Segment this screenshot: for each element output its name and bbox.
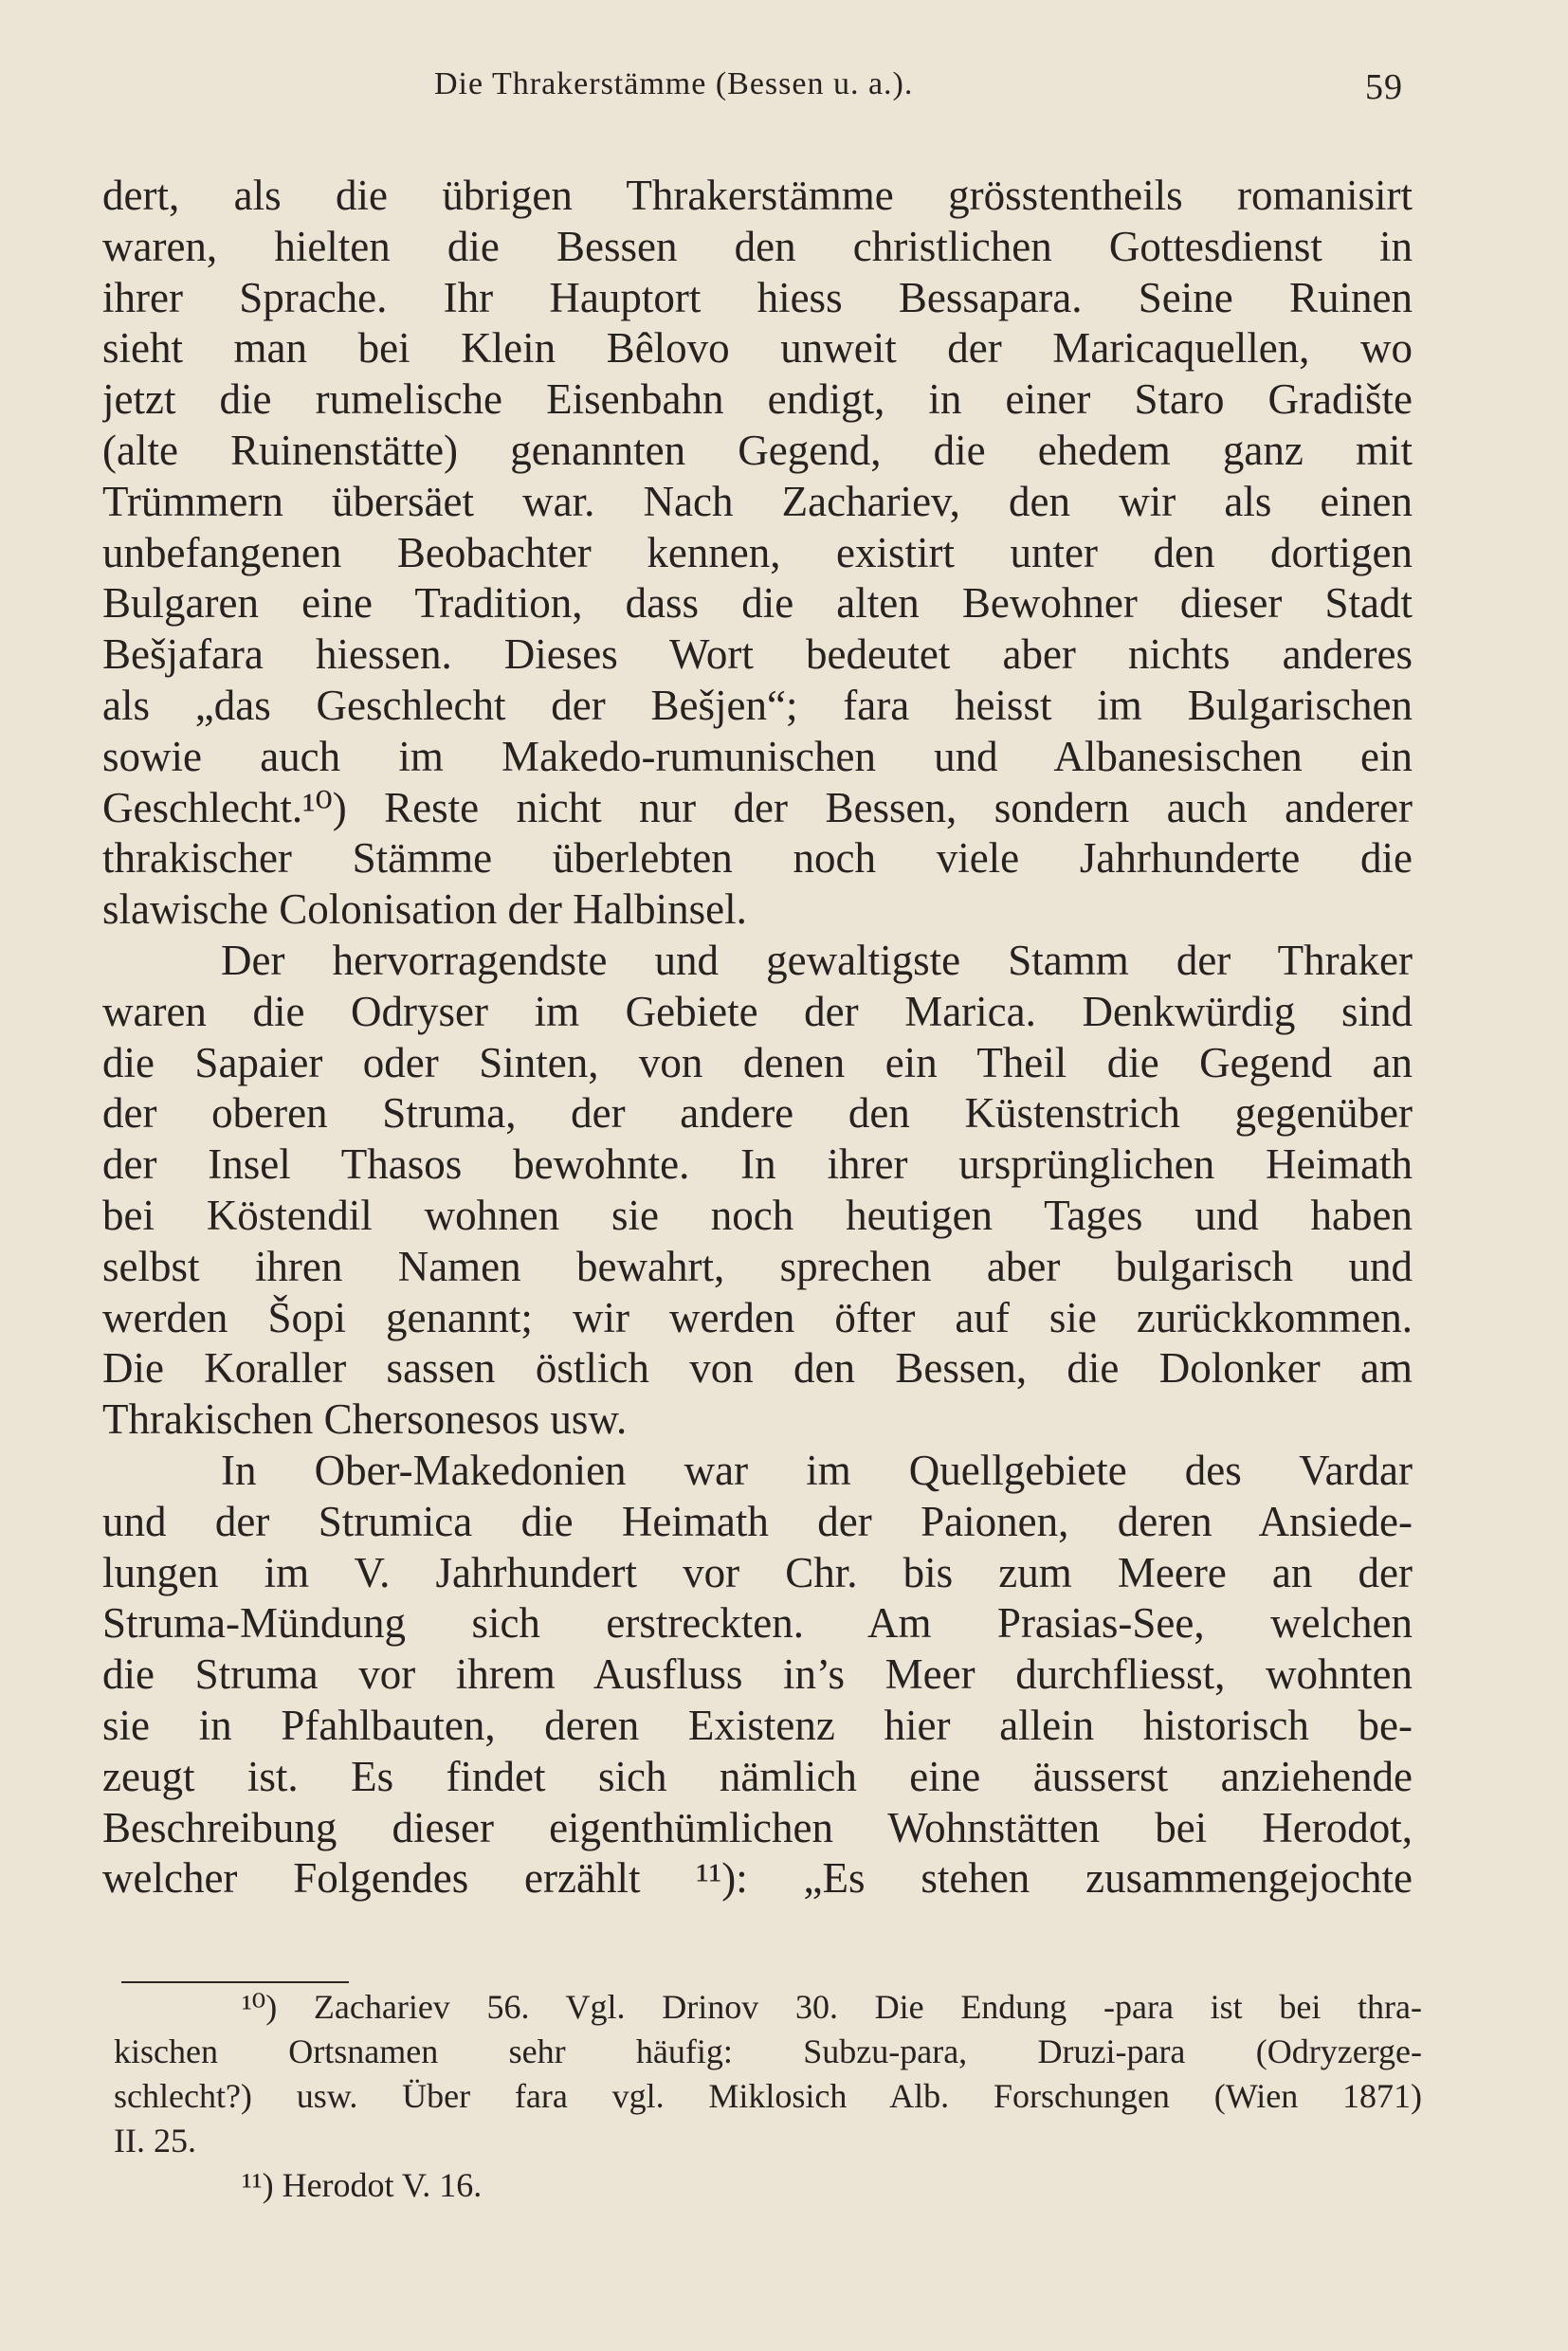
body-line: unbefangenen Beobachter kennen, existirt unter den dortigen bbox=[102, 528, 1413, 576]
body-line: und der Strumica die Heimath der Paionen, deren Ansiede- bbox=[102, 1497, 1413, 1545]
body-line: der oberen Struma, der andere den Küstenstrich gegenüber bbox=[102, 1089, 1413, 1138]
body-line: waren, hielten die Bessen den christlichen Gottesdienst in bbox=[102, 222, 1413, 270]
footnote-line: ¹⁰) Zachariev 56. Vgl. Drinov 30. Die Endung -para ist bei thra- bbox=[242, 1988, 1422, 2026]
body-line: lungen im V. Jahrhundert vor Chr. bis zum Meere an der bbox=[102, 1548, 1413, 1596]
body-line: dert, als die übrigen Thrakerstämme grösstentheils romanisirt bbox=[102, 172, 1413, 219]
body-line: thrakischer Stämme überlebten noch viele Jahrhunderte die bbox=[102, 834, 1413, 883]
footnotes bbox=[114, 1985, 1422, 2208]
body-line: zeugt ist. Es findet sich nämlich eine äusserst anziehende bbox=[102, 1752, 1413, 1800]
body-line: Trümmern übersäet war. Nach Zachariev, den wir als einen bbox=[102, 477, 1413, 525]
body-line: welcher Folgendes erzählt ¹¹): „Es stehen zusammengejochte bbox=[102, 1854, 1413, 1903]
running-title: Die Thrakerstämme (Bessen u. a.). bbox=[434, 66, 914, 101]
body-line: Bulgaren eine Tradition, dass die alten Bewohner dieser Stadt bbox=[102, 579, 1413, 628]
body-line: Bešjafara hiessen. Dieses Wort bedeutet aber nichts anderes bbox=[102, 630, 1413, 679]
body-line: jetzt die rumelische Eisenbahn endigt, in einer Staro Gradište bbox=[102, 375, 1413, 424]
body-line: waren die Odryser im Gebiete der Marica. Denkwürdig sind bbox=[102, 987, 1413, 1035]
body-line: ihrer Sprache. Ihr Hauptort hiess Bessapara. Seine Ruinen bbox=[102, 273, 1413, 321]
body-line: Die Koraller sassen östlich von den Bessen, die Dolonker am bbox=[102, 1344, 1413, 1393]
footnote-line: kischen Ortsnamen sehr häufig: Subzu-para, Druzi-para (Odryzerge- bbox=[114, 2032, 1422, 2070]
body-line: (alte Ruinenstätte) genannten Gegend, die ehedem ganz mit bbox=[102, 426, 1413, 474]
body-line: selbst ihren Namen bewahrt, sprechen aber bulgarisch und bbox=[102, 1242, 1413, 1290]
body-line: In Ober-Makedonien war im Quellgebiete des Vardar bbox=[221, 1446, 1413, 1494]
footnote-line: schlecht?) usw. Über fara vgl. Miklosich Alb. Forschungen (Wien 1871) bbox=[114, 2077, 1422, 2115]
body-line: die Struma vor ihrem Ausfluss in’s Meer durchfliesst, wohnten bbox=[102, 1650, 1413, 1699]
body-line: als „das Geschlecht der Bešjen“; fara heisst im Bulgarischen bbox=[102, 681, 1413, 729]
body-line: slawische Colonisation der Halbinsel. bbox=[102, 885, 747, 934]
body-line: Der hervorragendste und gewaltigste Stamm der Thraker bbox=[221, 936, 1413, 984]
body-line: werden Šopi genannt; wir werden öfter auf sie zurückkommen. bbox=[102, 1293, 1413, 1341]
body-line: Beschreibung dieser eigenthümlichen Wohnstätten bei Herodot, bbox=[102, 1803, 1413, 1851]
body-line: sowie auch im Makedo-rumunischen und Albanesischen ein bbox=[102, 732, 1413, 780]
body-line: der Insel Thasos bewohnte. In ihrer ursprünglichen Heimath bbox=[102, 1140, 1413, 1189]
page-number: 59 bbox=[1365, 67, 1403, 107]
body-line: die Sapaier oder Sinten, von denen ein Theil die Gegend an bbox=[102, 1038, 1413, 1086]
body-line: sie in Pfahlbauten, deren Existenz hier allein historisch be- bbox=[102, 1701, 1413, 1749]
footnote-line: ¹¹) Herodot V. 16. bbox=[242, 2166, 483, 2204]
body-line: sieht man bei Klein Bêlovo unweit der Maricaquellen, wo bbox=[102, 324, 1413, 373]
footnote-line: II. 25. bbox=[114, 2122, 196, 2160]
body-line: bei Köstendil wohnen sie noch heutigen Tages und haben bbox=[102, 1191, 1413, 1239]
body-text bbox=[102, 171, 1413, 1904]
body-line: Thrakischen Chersonesos usw. bbox=[102, 1395, 628, 1444]
body-line: Geschlecht.¹⁰) Reste nicht nur der Bessen, sondern auch anderer bbox=[102, 783, 1413, 831]
footnote-rule bbox=[121, 1981, 349, 1983]
body-line: Struma-Mündung sich erstreckten. Am Prasias-See, welchen bbox=[102, 1599, 1413, 1648]
